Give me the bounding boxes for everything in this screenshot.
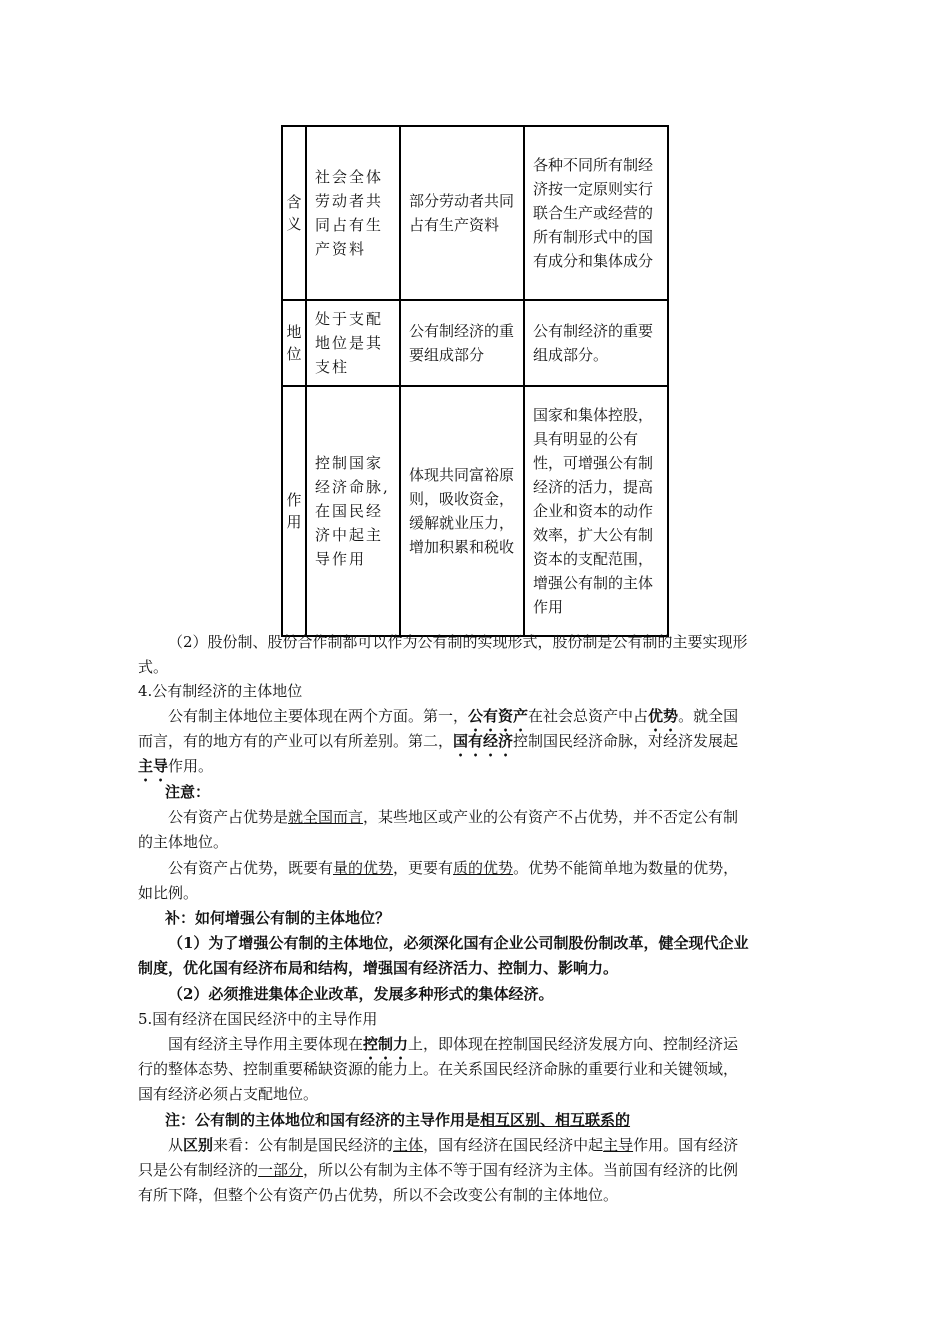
table-row: [282, 126, 668, 300]
section-heading: 4.公有制经济的主体地位: [138, 682, 303, 700]
key-term: 公有资产: [468, 707, 529, 725]
paragraph-line: 国有经济必须占支配地位。: [138, 1085, 319, 1103]
paragraph-line: 公有制主体地位主要体现在两个方面。第一，公有资产在社会总资产中占优势。就全国: [168, 707, 739, 725]
table-cell: 处于支配地位是其支柱: [306, 300, 400, 386]
key-term: 优势: [648, 707, 679, 725]
underlined-term: 一部分: [258, 1161, 304, 1179]
paragraph-line: （1）为了增强公有制的主体地位，必须深化国有企业公司制股份制改革，健全现代企业: [168, 934, 749, 952]
table-cell: 各种不同所有制经济按一定原则实行联合生产或经营的所有制形式中的国有成分和集体成分: [524, 126, 668, 300]
table-cell: 体现共同富裕原则，吸收资金，缓解就业压力，增加积累和税收: [400, 386, 524, 636]
row-header-cell: 地位: [282, 300, 306, 386]
paragraph-line: （2）必须推进集体企业改革，发展多种形式的集体经济。: [168, 985, 554, 1003]
table-row: [282, 386, 668, 636]
underlined-term: 就全国而言: [288, 808, 364, 826]
underlined-term: 主导: [603, 1136, 634, 1154]
table-cell: 社会全体劳动者共同占有生产资料: [306, 126, 400, 300]
paragraph-line: 式。: [138, 658, 169, 676]
paragraph-line: （2）股份制、股份合作制都可以作为公有制的实现形式，股份制是公有制的主要实现形: [168, 633, 748, 651]
paragraph-line: 的主体地位。: [138, 833, 229, 851]
underlined-term: 相互区别、相互联系的: [480, 1111, 631, 1129]
table-row: [282, 300, 668, 386]
paragraph-line: 行的整体态势、控制重要稀缺资源的能力上。在关系国民经济命脉的重要行业和关键领域，: [138, 1060, 739, 1078]
supplement-heading: 补：如何增强公有制的主体地位？: [165, 909, 391, 927]
paragraph-line: 如比例。: [138, 884, 199, 902]
key-term: 国有经济: [453, 732, 514, 750]
underlined-term: 质的优势: [453, 859, 514, 877]
note-heading: 注意：: [165, 783, 211, 801]
table-cell: 公有制经济的重要组成部分。: [524, 300, 668, 386]
paragraph-line: 国有经济主导作用主要体现在控制力上，即体现在控制国民经济发展方向、控制经济运: [168, 1035, 739, 1053]
key-term: 控制力: [363, 1035, 409, 1053]
paragraph-line: 主导作用。: [138, 757, 214, 775]
table-cell: 部分劳动者共同占有生产资料: [400, 126, 524, 300]
key-term: 区别: [183, 1136, 214, 1154]
paragraph-line: 公有资产占优势，既要有量的优势，更要有质的优势。优势不能简单地为数量的优势，: [168, 859, 739, 877]
paragraph-line: 制度，优化国有经济布局和结构，增强国有经济活力、控制力、影响力。: [138, 959, 619, 977]
table-cell: 控制国家经济命脉,在国民经济中起主导作用: [306, 386, 400, 636]
ownership-comparison-table: [281, 125, 669, 637]
underlined-term: 主体: [393, 1136, 424, 1154]
section-heading: 5.国有经济在国民经济中的主导作用: [138, 1010, 378, 1028]
paragraph-line: 而言，有的地方有的产业可以有所差别。第二，国有经济控制国民经济命脉，对经济发展起: [138, 732, 739, 750]
table-cell: 公有制经济的重要组成部分: [400, 300, 524, 386]
row-header-cell: 含义: [282, 126, 306, 300]
underlined-term: 量的优势: [333, 859, 394, 877]
paragraph-line: 从区别来看：公有制是国民经济的主体，国有经济在国民经济中起主导作用。国有经济: [168, 1136, 739, 1154]
note-heading: 注：公有制的主体地位和国有经济的主导作用是相互区别、相互联系的: [165, 1111, 631, 1129]
table-cell: 国家和集体控股，具有明显的公有性，可增强公有制经济的活力，提高企业和资本的动作效率，扩大公有制资本的支配范围，增强公有制的主体作用: [524, 386, 668, 636]
paragraph-line: 只是公有制经济的一部分，所以公有制为主体不等于国有经济为主体。当前国有经济的比例: [138, 1161, 739, 1179]
key-term: 主导: [138, 757, 169, 775]
paragraph-line: 有所下降，但整个公有资产仍占优势，所以不会改变公有制的主体地位。: [138, 1186, 619, 1204]
row-header-cell: 作用: [282, 386, 306, 636]
paragraph-line: 公有资产占优势是就全国而言，某些地区或产业的公有资产不占优势，并不否定公有制: [168, 808, 739, 826]
